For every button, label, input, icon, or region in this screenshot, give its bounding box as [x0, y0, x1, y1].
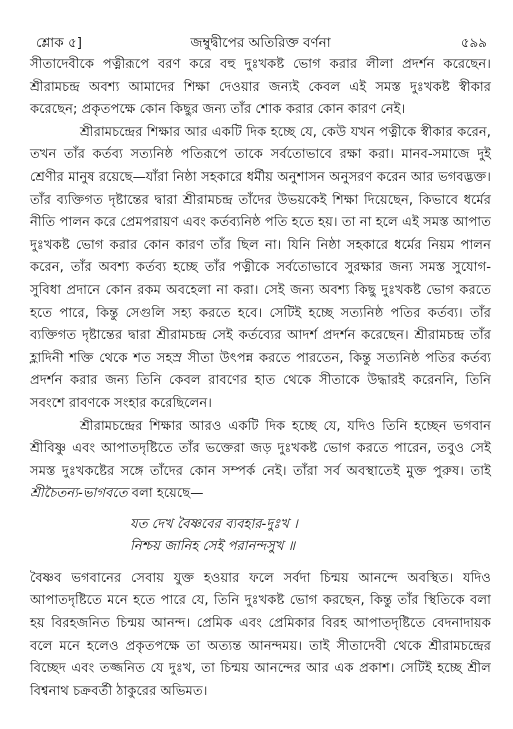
paragraph-3-tail: বলা হয়েছে— — [127, 486, 204, 502]
page-number: ৫৯৯ — [460, 35, 487, 51]
paragraph-3-text: শ্রীরামচন্দ্রের শিক্ষার আরও একটি দিক হচ্ছে যে, যদিও তিনি হচ্ছেন ভগবান শ্রীবিষ্ণু এবং আপাতদৃষ্টিতে তাঁর ভক্তেরা জড় দুঃখকষ্ট ভোগ করতে পারেন, তবুও সেই সমস্ত দুঃখকষ্টের সঙ্গে তাঁদের কোন সম্পর্ক নেই। তাঁরা সর্ব অবস্থাতেই মুক্ত পুরুষ। তাই — [30, 418, 491, 479]
verse-line-1: যত দেখ বৈষ্ণবের ব্যবহার-দুঃখ । — [130, 516, 298, 532]
quoted-verse — [30, 514, 491, 558]
page-header — [30, 28, 491, 54]
paragraph-3 — [30, 416, 491, 506]
chapter-title: জম্বুদ্বীপের অতিরিক্ত বর্ণনা — [190, 35, 331, 51]
scripture-name: শ্রীচৈতন্য-ভাগবতে — [30, 486, 128, 502]
verse-line-2: নিশ্চয় জানিহ সেই পরানন্দসুখ ॥ — [130, 538, 296, 554]
paragraph-4: বৈষ্ণব ভগবানের সেবায় যুক্ত হওয়ার ফলে সর্বদা চিন্ময় আনন্দে অবস্থিত। যদিও আপাতদৃষ্টিতে মনে হতে পারে যে, তিনি দুঃখকষ্ট ভোগ করছেন, কিন্তু তাঁর স্থিতিকে বলা হয় বিরহজনিত চিন্ময় আনন্দ। প্রেমিক এবং প্রেমিকার বিরহ আপাতদৃষ্টিতে বেদনাদায়ক বলে মনে হলেও প্রকৃতপক্ষে তা অত্যন্ত আনন্দময়। তাই সীতাদেবী থেকে শ্রীরামচন্দ্রের বিচ্ছেদ এবং তজ্জনিত যে দুঃখ, তা চিন্ময় আনন্দের আর এক প্রকাশ। সেটিই হচ্ছে শ্রীল বিশ্বনাথ চক্রবর্তী ঠাকুরের অভিমত। — [30, 570, 491, 699]
verse-reference: শ্লোক ৫] — [36, 35, 82, 51]
paragraph-2: শ্রীরামচন্দ্রের শিক্ষার আর একটি দিক হচ্ছে যে, কেউ যখন পত্নীকে স্বীকার করেন, তখন তাঁর কর্তব্য সত্যনিষ্ঠ পতিরূপে তাকে সর্বতোভাবে রক্ষা করা। মানব-সমাজে দুই শ্রেণীর মানুষ রয়েছে—যাঁরা নিষ্ঠা সহকারে ধর্মীয় অনুশাসন অনুসরণ করেন আর ভগবদ্ভক্ত। তাঁর ব্যক্তিগত দৃষ্টান্তের দ্বারা শ্রীরামচন্দ্র তাঁদের উভয়কেই শিক্ষা দিয়েছেন, কিভাবে ধর্মের নীতি পালন করে প্রেমপরায়ণ এবং কর্তব্যনিষ্ঠ পতি হতে হয়। তা না হলে এই সমস্ত আপাত দুঃখকষ্ট ভোগ করার কোন কারণ তাঁর ছিল না। যিনি নিষ্ঠা সহকারে ধর্মের নিয়ম পালন করেন, তাঁর অবশ্য কর্তব্য হচ্ছে তাঁর পত্নীকে সর্বতোভাবে সুরক্ষার জন্য সমস্ত সুযোগ-সুবিধা প্রদানে কোন রকম অবহেলা না করা। সেই জন্য অবশ্য কিছু দুঃখকষ্ট ভোগ করতে হতে পারে, কিন্তু সেগুলি সহ্য করতে হবে। সেটিই হচ্ছে সত্যনিষ্ঠ পতির কর্তব্য। তাঁর ব্যক্তিগত দৃষ্টান্তের দ্বারা শ্রীরামচন্দ্র সেই কর্তব্যের আদর্শ প্রদর্শন করেছেন। শ্রীরামচন্দ্র তাঁর হ্লাদিনী শক্তি থেকে শত সহস্র সীতা উৎপন্ন করতে পারতেন, কিন্তু সত্যনিষ্ঠ পতির কর্তব্য প্রদর্শন করার জন্য তিনি কেবল রাবণের হাত থেকে সীতাকে উদ্ধারই করেননি, তিনি সবংশে রাবণকে সংহার করেছিলেন। — [30, 124, 491, 411]
purport-text — [30, 54, 491, 703]
paragraph-1: সীতাদেবীকে পত্নীরূপে বরণ করে বহু দুঃখকষ্ট ভোগ করার লীলা প্রদর্শন করেছেন। শ্রীরামচন্দ্র অবশ্য আমাদের শিক্ষা দেওয়ার জন্যই কেবল এই সমস্ত দুঃখকষ্ট স্বীকার করেছেন; প্রকৃতপক্ষে কোন কিছুর জন্য তাঁর শোক করার কোন কারণ নেই। — [30, 57, 491, 118]
